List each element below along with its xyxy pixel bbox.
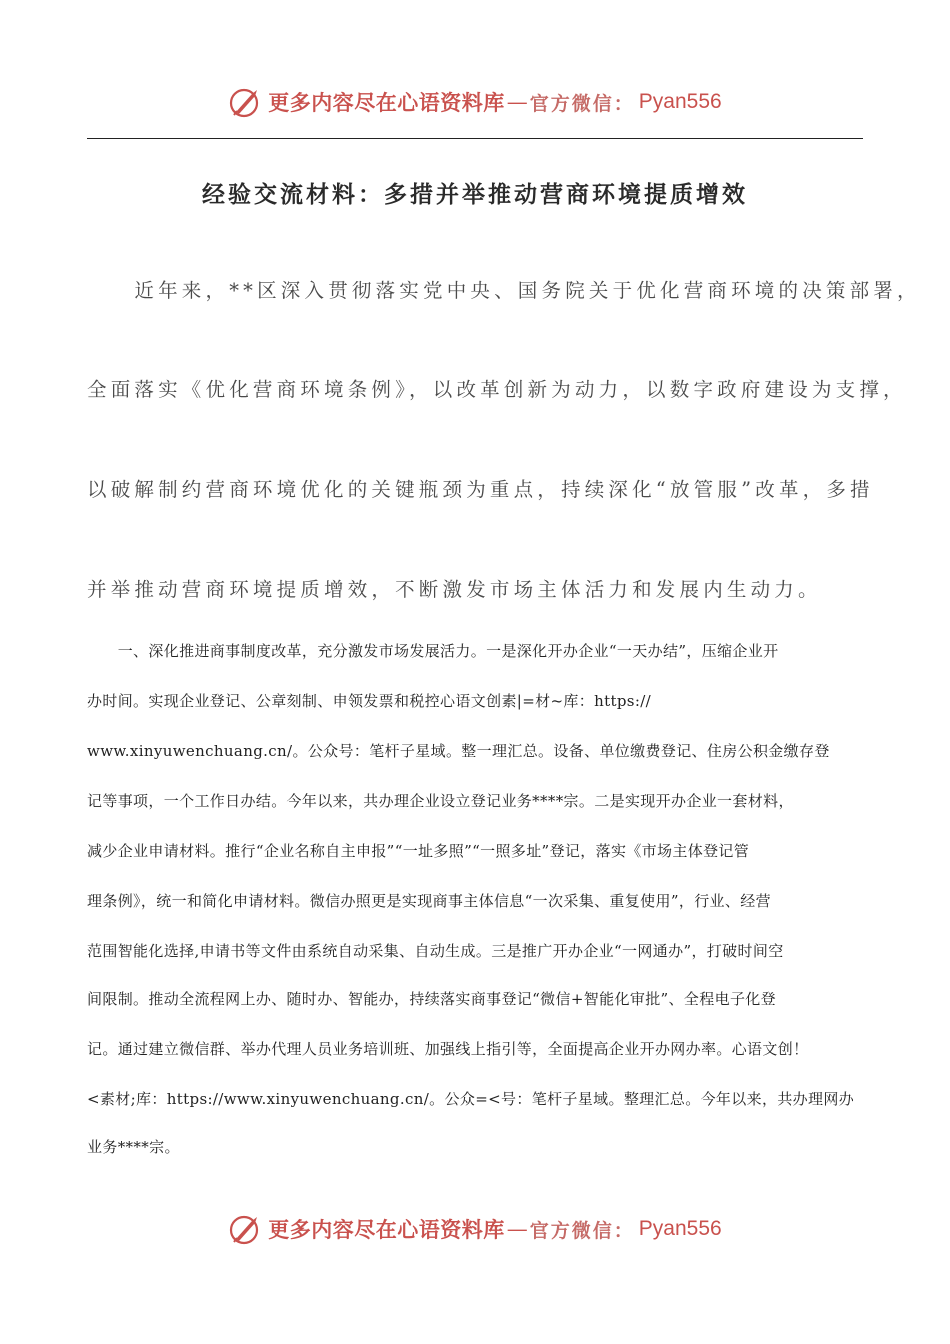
header-banner-dash: — xyxy=(506,90,528,114)
body-line: 减少企业申请材料。推行“企业名称自主申报”“一址多照”“一照多址”登记，落实《市场主体登记管 xyxy=(87,842,750,860)
body-line: 业务****宗。 xyxy=(87,1138,180,1156)
intro-line: 以破解制约营商环境优化的关键瓶颈为重点，持续深化“放管服”改革，多措 xyxy=(87,478,874,501)
pen-logo-icon xyxy=(228,85,262,119)
footer-banner-sub: 官方微信： xyxy=(529,1219,635,1242)
body-line: 范围智能化选择,申请书等文件由系统自动采集、自动生成。三是推广开办企业“一网通办”，打破时间空 xyxy=(87,942,784,960)
footer-banner-main: 更多内容尽在心语资料库 xyxy=(268,1217,505,1242)
body-line: 记等事项，一个工作日办结。今年以来，共办理企业设立登记业务****宗。二是实现开办企业一套材料， xyxy=(87,792,794,810)
body-line: www.xinyuwenchuang.cn/。公众号：笔杆子星域。整一理汇总。设备、单位缴费登记、住房公积金缴存登 xyxy=(87,742,830,760)
intro-line: 全面落实《优化营商环境条例》，以改革创新为动力，以数字政府建设为支撑， xyxy=(87,378,907,401)
body-line: <素材;库：https://www.xinyuwenchuang.cn/。公众=<号：笔杆子星域。整理汇总。今年以来，共办理网办 xyxy=(87,1090,855,1108)
footer-banner xyxy=(0,1209,950,1249)
body-line: 记。通过建立微信群、举办代理人员业务培训班、加强线上指引等，全面提高企业开办网办率。心语文创！ xyxy=(87,1040,809,1058)
document-title: 经验交流材料：多措并举推动营商环境提质增效 xyxy=(202,182,748,208)
header-banner-sub: 官方微信： xyxy=(529,92,635,115)
header-banner-main: 更多内容尽在心语资料库 xyxy=(268,90,505,115)
footer-banner-dash: — xyxy=(506,1217,528,1241)
pen-logo-icon xyxy=(228,1212,262,1246)
header-wechat-id: Pyan556 xyxy=(638,90,722,113)
body-line: 一、深化推进商事制度改革，充分激发市场发展活力。一是深化开办企业“一天办结”，压缩企业开 xyxy=(87,642,779,660)
header-divider xyxy=(87,138,863,139)
body-line: 理条例》，统一和简化申请材料。微信办照更是实现商事主体信息“一次采集、重复使用”，行业、经营 xyxy=(87,892,771,910)
body-line: 办时间。实现企业登记、公章刻制、申领发票和税控心语文创素|=材~库：https:// xyxy=(87,692,652,710)
intro-line: 并举推动营商环境提质增效，不断激发市场主体活力和发展内生动力。 xyxy=(87,578,822,601)
intro-line: 近年来，**区深入贯彻落实党中央、国务院关于优化营商环境的决策部署， xyxy=(87,279,921,302)
footer-wechat-id: Pyan556 xyxy=(638,1217,722,1240)
body-line: 间限制。推动全流程网上办、随时办、智能办，持续落实商事登记“微信+智能化审批”、全程电子化登 xyxy=(87,990,777,1008)
header-banner xyxy=(0,82,950,122)
